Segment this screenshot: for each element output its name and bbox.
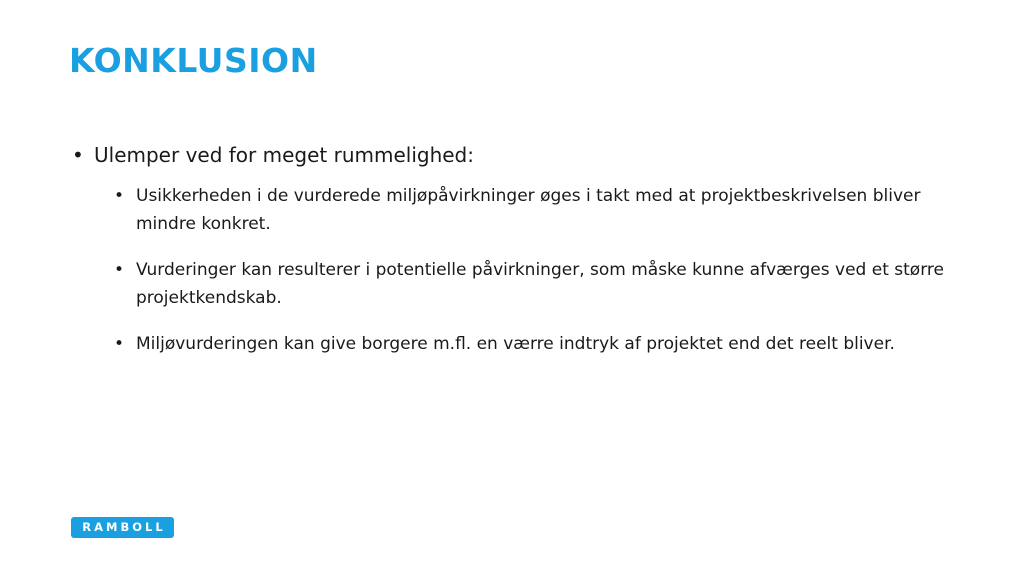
bullet-dot-icon: •: [72, 143, 84, 167]
sub-bullet-list: [114, 182, 964, 358]
sub-bullet-text: Usikkerheden i de vurderede miljøpåvirkninger øges i takt med at projektbeskrivelsen bliver mindre konkret.: [136, 186, 921, 234]
sub-bullet-item: [114, 182, 964, 238]
ramboll-logo: RAMBOLL: [71, 517, 174, 538]
sub-bullet-text: Miljøvurderingen kan give borgere m.fl. en værre indtryk af projektet end det reelt bliver.: [136, 334, 895, 354]
slide-title: KONKLUSION: [69, 41, 318, 80]
bullet-dot-icon: •: [114, 260, 125, 280]
main-bullet-text: Ulemper ved for meget rummelighed:: [94, 143, 474, 167]
bullet-dot-icon: •: [114, 334, 125, 354]
sub-bullet-item: [114, 256, 964, 312]
slide-content: [72, 138, 972, 376]
sub-bullet-text: Vurderinger kan resulterer i potentielle påvirkninger, som måske kunne afværges ved et større projektkendskab.: [136, 260, 944, 308]
bullet-dot-icon: •: [114, 186, 125, 206]
main-bullet: [72, 138, 972, 172]
sub-bullet-item: [114, 330, 964, 358]
